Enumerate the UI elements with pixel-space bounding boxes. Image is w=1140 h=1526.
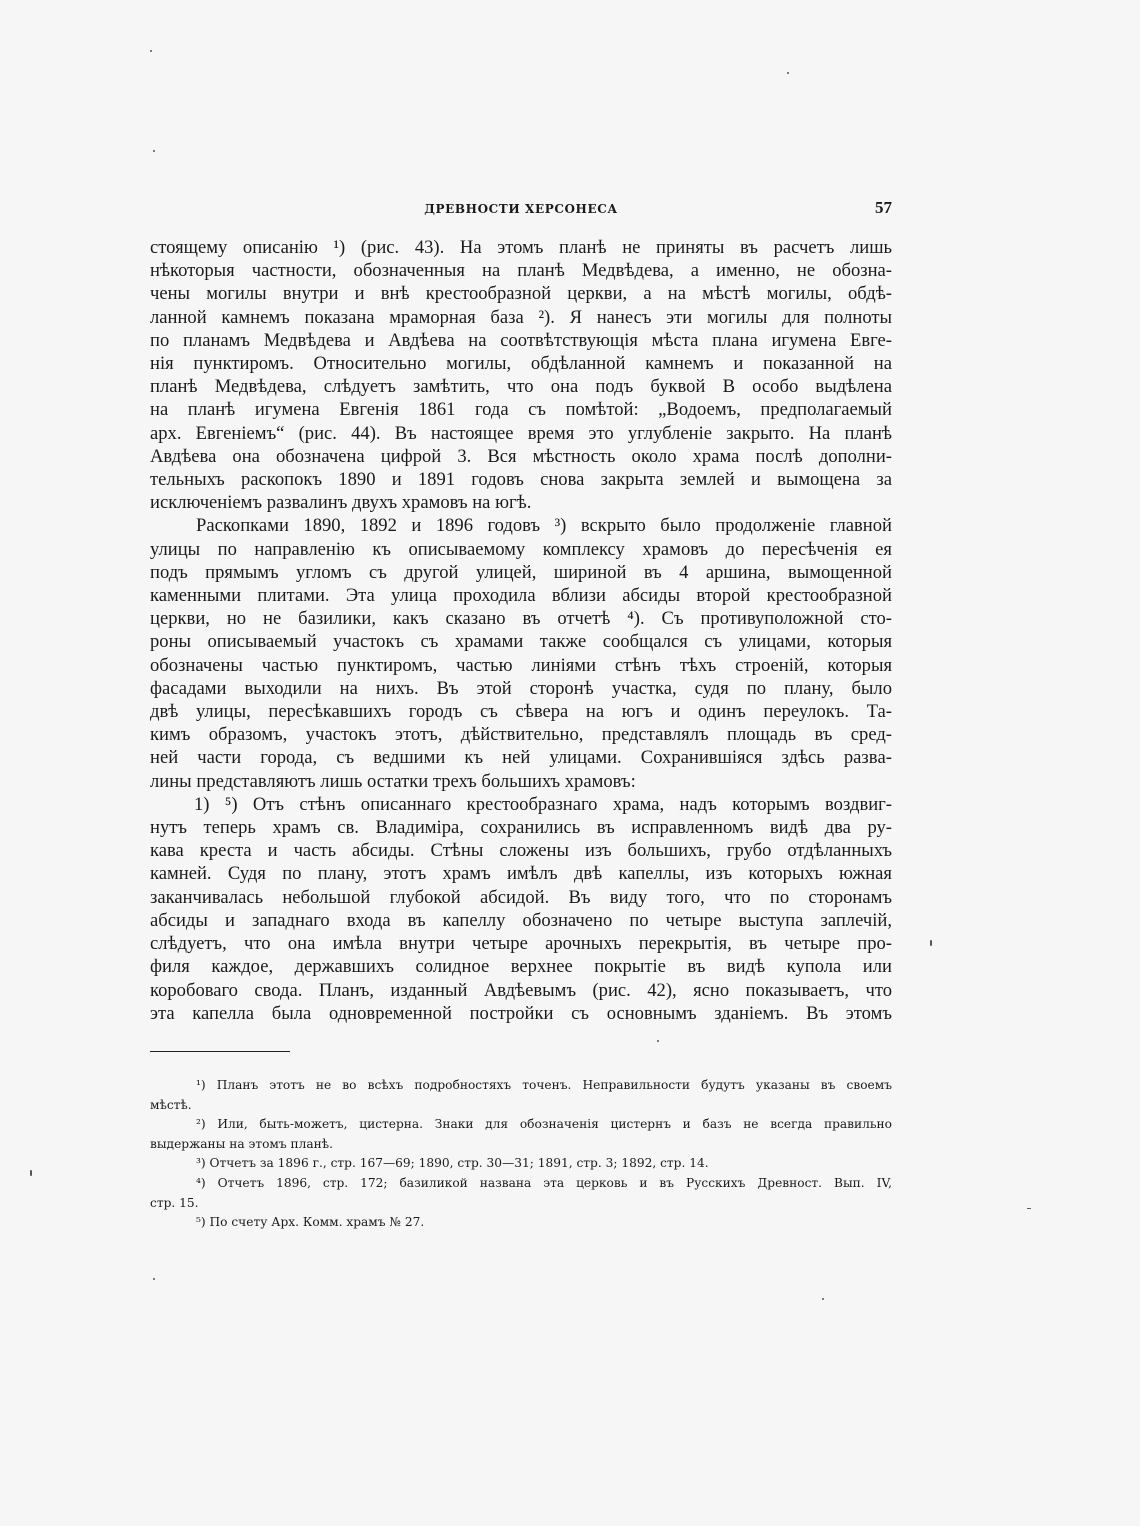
text-line: кимъ образомъ, участокъ этотъ, дѣйствительно, представлялъ площадь въ сред- bbox=[150, 724, 892, 746]
text-line: на планѣ игумена Евгенія 1861 года съ помѣтой: „Водоемъ, предполагаемый bbox=[150, 399, 892, 421]
footnote-line: стр. 15. bbox=[150, 1195, 199, 1210]
text-line: эта капелла была одновременной постройки съ основнымъ зданіемъ. Въ этомъ bbox=[150, 1002, 892, 1024]
text-line: кава креста и часть абсиды. Стѣны сложены изъ большихъ, грубо отдѣланныхъ bbox=[150, 840, 892, 862]
text-line: церкви, но не базилики, какъ сказано въ отчетѣ ⁴). Съ противуположной сто- bbox=[150, 608, 892, 630]
text-line: роны описываемый участокъ съ храмами также сообщался съ улицами, которыя bbox=[150, 631, 892, 653]
text-line: исключеніемъ развалинъ двухъ храмовъ на югѣ. bbox=[150, 492, 532, 514]
running-title: ДРЕВНОСТИ ХЕРСОНЕСА bbox=[424, 202, 618, 216]
text-line: нѣкоторыя частности, обозначенныя на планѣ Медвѣдева, а именно, не обозна- bbox=[150, 260, 892, 282]
scan-speck bbox=[657, 1040, 659, 1042]
page-number: 57 bbox=[875, 198, 892, 217]
scan-speck bbox=[150, 50, 152, 52]
text-line: камней. Судя по плану, этотъ храмъ имѣлъ двѣ капеллы, изъ которыхъ южная bbox=[150, 863, 892, 885]
text-line: стоящему описанію ¹) (рис. 43). На этомъ планѣ не приняты въ расчетъ лишь bbox=[150, 237, 892, 258]
text-line: ней части города, съ ведшими къ ней улицами. Сохранившіяся здѣсь развa- bbox=[150, 747, 892, 769]
text-line: арх. Евгеніемъ“ (рис. 44). Въ настоящее время это углубленіе закрыто. На планѣ bbox=[150, 422, 892, 444]
text-line: заканчивалась небольшой глубокой абсидой. Въ виду того, что по сторонамъ bbox=[150, 886, 892, 908]
footnote-line: выдержаны на этомъ планѣ. bbox=[150, 1136, 334, 1151]
text-line: каменными плитами. Эта улица проходила вблизи абсиды второй крестообразной bbox=[150, 585, 892, 607]
text-line: коробоваго свода. Планъ, изданный Авдѣевымъ (рис. 42), ясно показываетъ, что bbox=[150, 979, 892, 1001]
body-text bbox=[150, 236, 892, 1025]
text-line: Авдѣева она обозначена цифрой 3. Вся мѣстность около храма послѣ дополни- bbox=[150, 445, 892, 467]
footnote-line: ⁵) По счету Арх. Комм. храмъ № 27. bbox=[196, 1215, 425, 1230]
footnote-line: мѣстѣ. bbox=[150, 1097, 192, 1112]
scan-speck bbox=[787, 72, 789, 74]
text-line: нія пунктиромъ. Относительно могилы, обдѣланной камнемъ и показанной на bbox=[150, 353, 892, 375]
text-line: улицы по направленію къ описываемому комплексу храмовъ до пересѣченія ея bbox=[150, 538, 892, 560]
footnote-line: ³) Отчетъ за 1896 г., стр. 167—69; 1890, стр. 30—31; 1891, стр. 3; 1892, стр. 14. bbox=[196, 1156, 709, 1171]
text-line: подъ прямымъ угломъ съ другой улицей, шириной въ 4 аршина, вымощенной bbox=[150, 561, 892, 583]
scan-speck bbox=[30, 1170, 32, 1176]
footnote-rule bbox=[150, 1051, 290, 1052]
text-line: планѣ Медвѣдева, слѣдуетъ замѣтить, что она подъ буквой В особо выдѣлена bbox=[150, 376, 892, 398]
text-line: абсиды и западнаго входа въ капеллу обозначено по четыре выступа заплечій, bbox=[150, 909, 892, 931]
text-line: нутъ теперь храмъ св. Владиміра, сохранились въ исправленномъ видѣ два ру- bbox=[150, 817, 892, 839]
text-line: Раскопками 1890, 1892 и 1896 годовъ ³) вскрыто было продолженіе главной bbox=[196, 515, 892, 537]
text-line: слѣдуетъ, что она имѣла внутри четыре арочныхъ перекрытія, въ четыре про- bbox=[150, 933, 892, 955]
footnote-line: ¹) Планъ этотъ не во всѣхъ подробностяхъ точенъ. Неправильности будутъ указаны въ своемъ bbox=[196, 1078, 892, 1092]
footnote-line: ⁴) Отчетъ 1896, стр. 172; базиликой названа эта церковь и въ Русскихъ Древност. Вып. IV, bbox=[196, 1175, 892, 1190]
text-line: по планамъ Медвѣдева и Авдѣева на соотвѣтствующія мѣста плана игумена Евге- bbox=[150, 329, 892, 351]
text-line: филя каждое, державшихъ солидное верхнее покрытіе въ видѣ купола или bbox=[150, 956, 892, 978]
footnote-line: ²) Или, быть-можетъ, цистерна. Знаки для обозначенія цистернъ и базъ не всегда правильно bbox=[196, 1117, 892, 1132]
scan-speck bbox=[822, 1298, 824, 1300]
scan-speck bbox=[153, 1278, 155, 1280]
running-head bbox=[150, 198, 892, 220]
scan-speck bbox=[153, 150, 155, 152]
text-line: тельныхъ раскопокъ 1890 и 1891 годовъ снова закрыта землей и вымощена за bbox=[150, 469, 892, 491]
text-line: лины представляютъ лишь остатки трехъ большихъ храмовъ: bbox=[150, 770, 636, 792]
text-line: 1) ⁵) Отъ стѣнъ описаннаго крестообразнаго храма, надъ которымъ воздвиг- bbox=[194, 793, 892, 815]
text-line: фасадами выходили на нихъ. Въ этой сторонѣ участка, судя по плану, было bbox=[150, 677, 892, 699]
scan-speck bbox=[930, 940, 932, 946]
text-line: чены могилы внутри и внѣ крестообразной церкви, а на мѣстѣ могилы, обдѣ- bbox=[150, 283, 892, 305]
text-line: ланной камнемъ показана мраморная база ²). Я нанесъ эти могилы для полноты bbox=[150, 306, 892, 328]
text-line: двѣ улицы, пересѣкавшихъ городъ съ сѣвера на югъ и одинъ переулокъ. Та- bbox=[150, 701, 892, 723]
footnotes bbox=[150, 1076, 892, 1233]
text-line: обозначены частью пунктиромъ, частью линіями стѣнъ тѣхъ строеній, которыя bbox=[150, 654, 892, 676]
scan-speck bbox=[1027, 1208, 1031, 1209]
